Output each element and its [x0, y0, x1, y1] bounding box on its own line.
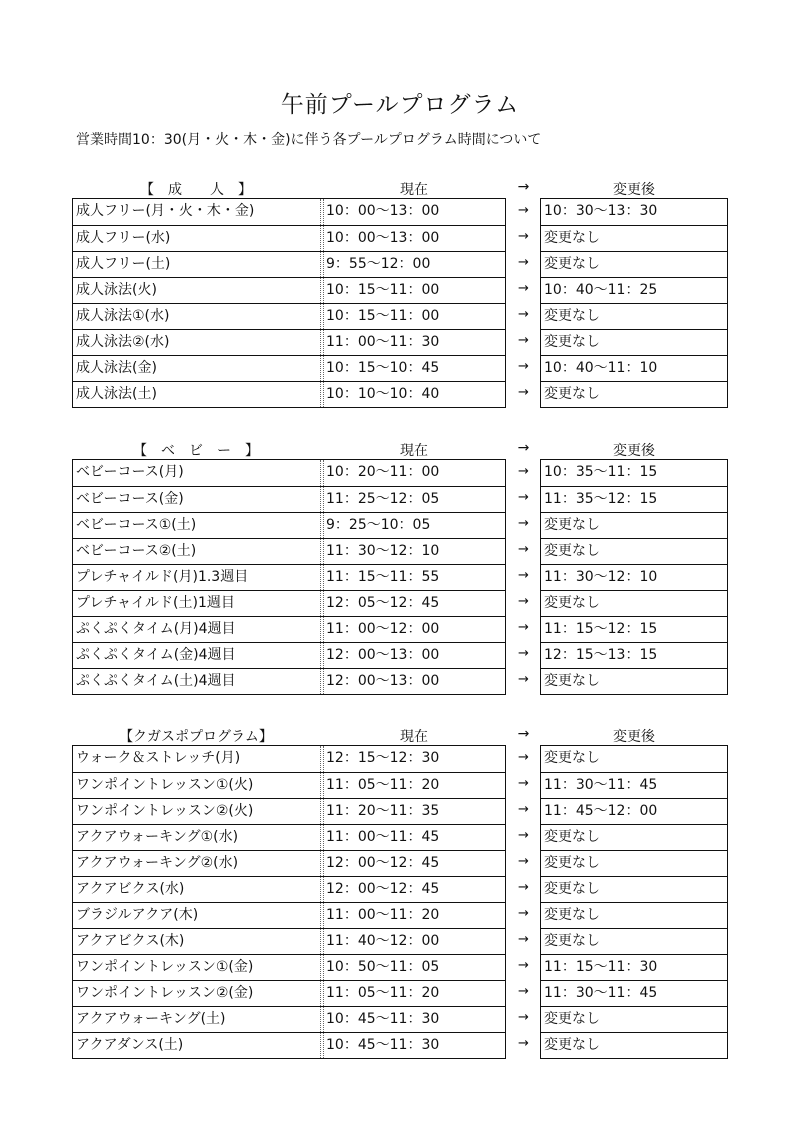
changed-time: 10：35～11：15 — [544, 464, 658, 480]
table-row — [73, 538, 505, 564]
current-time: 12：00～13：00 — [323, 643, 508, 668]
section-header — [0, 437, 800, 459]
program-name: アクアビクス(木) — [73, 929, 321, 954]
arrow-icon: → — [518, 568, 529, 583]
table-row — [541, 954, 727, 980]
changed-time: 変更なし — [544, 1011, 600, 1027]
table-row — [541, 225, 727, 251]
current-time: 9：55～12：00 — [323, 252, 508, 277]
program-name: ベビーコース(金) — [73, 487, 321, 512]
changed-time: 変更なし — [544, 750, 600, 766]
current-time: 10：45～11：30 — [323, 1033, 508, 1058]
table-row — [541, 876, 727, 902]
table-row — [73, 824, 505, 850]
changed-time: 11：30～12：10 — [544, 569, 658, 585]
current-time: 11：15～11：55 — [323, 565, 508, 590]
section-header — [0, 176, 800, 198]
changed-time: 変更なし — [544, 1037, 600, 1053]
arrow-icon: → — [518, 281, 529, 296]
table-row — [541, 512, 727, 538]
changed-time: 変更なし — [544, 855, 600, 871]
current-time: 10：10～10：40 — [323, 382, 508, 407]
table-row — [73, 1006, 505, 1032]
program-name: 成人泳法①(水) — [73, 304, 321, 329]
arrow-icon: → — [518, 542, 529, 557]
table-row — [541, 746, 727, 772]
arrow-icon: → — [518, 854, 529, 869]
current-time: 10：15～11：00 — [323, 304, 508, 329]
changed-time: 11：35～12：15 — [544, 491, 658, 507]
table-row — [73, 512, 505, 538]
changed-time: 変更なし — [544, 829, 600, 845]
changed-time: 11：30～11：45 — [544, 777, 658, 793]
table-row — [73, 564, 505, 590]
page-subtitle: 営業時間10：30(月・火・木・金)に伴う各プールプログラム時間について — [76, 132, 542, 148]
arrow-column-header: → — [517, 440, 530, 456]
arrow-icon: → — [518, 646, 529, 661]
changed-time: 変更なし — [544, 334, 600, 350]
program-name: 成人泳法(土) — [73, 382, 321, 407]
changed-time: 11：45～12：00 — [544, 803, 658, 819]
changed-time: 11：15～11：30 — [544, 959, 658, 975]
arrow-icon: → — [518, 594, 529, 609]
changed-time: 変更なし — [544, 881, 600, 897]
arrow-icon: → — [518, 333, 529, 348]
table-row — [541, 329, 727, 355]
table-row — [541, 772, 727, 798]
table-row — [541, 486, 727, 512]
program-name: ワンポイントレッスン①(金) — [73, 955, 321, 980]
changed-time: 変更なし — [544, 308, 600, 324]
table-row — [541, 928, 727, 954]
arrow-icon: → — [518, 932, 529, 947]
current-time: 11：40～12：00 — [323, 929, 508, 954]
table-row — [73, 460, 505, 486]
table-row — [73, 1032, 505, 1058]
program-name: ワンポイントレッスン①(火) — [73, 773, 321, 798]
section-title: 【 成 人 】 — [140, 182, 252, 198]
changed-time: 変更なし — [544, 933, 600, 949]
table-row — [73, 486, 505, 512]
table-row — [73, 225, 505, 251]
table-row — [73, 746, 505, 772]
page-title: 午前プールプログラム — [280, 92, 520, 118]
program-name: ぷくぷくタイム(金)4週目 — [73, 643, 321, 668]
arrow-icon: → — [518, 255, 529, 270]
current-time: 11：25～12：05 — [323, 487, 508, 512]
arrow-icon: → — [518, 385, 529, 400]
arrow-icon: → — [518, 776, 529, 791]
arrow-icon: → — [518, 802, 529, 817]
arrow-icon: → — [518, 620, 529, 635]
table-row — [73, 642, 505, 668]
current-time: 11：00～11：20 — [323, 903, 508, 928]
table-row — [73, 928, 505, 954]
current-time: 10：00～13：00 — [323, 226, 508, 251]
arrow-icon: → — [518, 359, 529, 374]
table-row — [541, 616, 727, 642]
table-row — [73, 303, 505, 329]
current-time: 10：00～13：00 — [323, 199, 508, 225]
arrow-column — [507, 198, 540, 406]
program-name: 成人泳法(金) — [73, 356, 321, 381]
table-row — [541, 642, 727, 668]
after-column-header: 変更後 — [613, 443, 655, 459]
current-time: 12：00～13：00 — [323, 669, 508, 694]
program-name: ぷくぷくタイム(土)4週目 — [73, 669, 321, 694]
current-time: 12：15～12：30 — [323, 746, 508, 772]
current-time: 10：15～11：00 — [323, 278, 508, 303]
current-time: 12：00～12：45 — [323, 851, 508, 876]
section-header — [0, 723, 800, 745]
changed-time: 10：40～11：25 — [544, 282, 658, 298]
arrow-column — [507, 459, 540, 693]
table-row — [541, 381, 727, 407]
program-name: ベビーコース①(土) — [73, 513, 321, 538]
changed-time: 変更なし — [544, 595, 600, 611]
table-row — [73, 251, 505, 277]
arrow-column-header: → — [517, 179, 530, 195]
current-time: 10：20～11：00 — [323, 460, 508, 486]
arrow-icon: → — [518, 1036, 529, 1051]
current-column-header: 現在 — [400, 729, 428, 745]
changed-time: 11：15～12：15 — [544, 621, 658, 637]
table-row — [73, 902, 505, 928]
program-name: ブラジルアクア(木) — [73, 903, 321, 928]
changed-time: 変更なし — [544, 543, 600, 559]
arrow-icon: → — [518, 984, 529, 999]
program-name: 成人泳法②(水) — [73, 330, 321, 355]
after-column-header: 変更後 — [613, 729, 655, 745]
program-name: ベビーコース②(土) — [73, 539, 321, 564]
program-name: ウォーク＆ストレッチ(月) — [73, 746, 321, 772]
program-name: 成人泳法(火) — [73, 278, 321, 303]
program-name: アクアウォーキング②(水) — [73, 851, 321, 876]
table-row — [541, 355, 727, 381]
program-name: アクアダンス(土) — [73, 1033, 321, 1058]
program-name: アクアビクス(水) — [73, 877, 321, 902]
program-name: 成人フリー(月・火・木・金) — [73, 199, 321, 225]
table-row — [541, 251, 727, 277]
changed-time: 変更なし — [544, 907, 600, 923]
program-name: ベビーコース(月) — [73, 460, 321, 486]
program-name: 成人フリー(水) — [73, 226, 321, 251]
arrow-icon: → — [518, 880, 529, 895]
arrow-icon: → — [518, 1010, 529, 1025]
program-name: ワンポイントレッスン②(火) — [73, 799, 321, 824]
arrow-icon: → — [518, 203, 529, 218]
table-row — [73, 954, 505, 980]
table-row — [541, 303, 727, 329]
table-row — [541, 590, 727, 616]
arrow-column — [507, 745, 540, 1057]
program-name: プレチャイルド(月)1.3週目 — [73, 565, 321, 590]
changed-time: 11：30～11：45 — [544, 985, 658, 1001]
arrow-column-header: → — [517, 726, 530, 742]
table-row — [541, 538, 727, 564]
arrow-icon: → — [518, 229, 529, 244]
arrow-icon: → — [518, 672, 529, 687]
table-row — [541, 850, 727, 876]
arrow-icon: → — [518, 828, 529, 843]
current-time: 10：50～11：05 — [323, 955, 508, 980]
arrow-icon: → — [518, 464, 529, 479]
current-time: 12：00～12：45 — [323, 877, 508, 902]
program-table — [72, 745, 506, 1059]
arrow-icon: → — [518, 750, 529, 765]
table-row — [541, 902, 727, 928]
program-name: アクアウォーキング①(水) — [73, 825, 321, 850]
changed-time: 変更なし — [544, 230, 600, 246]
table-row — [73, 355, 505, 381]
after-column-header: 変更後 — [613, 182, 655, 198]
table-row — [541, 1032, 727, 1058]
current-time: 11：00～12：00 — [323, 617, 508, 642]
table-row — [73, 980, 505, 1006]
arrow-icon: → — [518, 516, 529, 531]
table-row — [73, 381, 505, 407]
current-time: 11：00～11：30 — [323, 330, 508, 355]
table-row — [73, 199, 505, 225]
current-time: 11：05～11：20 — [323, 773, 508, 798]
current-time: 12：05～12：45 — [323, 591, 508, 616]
current-time: 11：30～12：10 — [323, 539, 508, 564]
table-row — [73, 668, 505, 694]
current-time: 11：00～11：45 — [323, 825, 508, 850]
table-row — [541, 824, 727, 850]
changed-time: 12：15～13：15 — [544, 647, 658, 663]
table-row — [541, 798, 727, 824]
program-table — [72, 198, 506, 408]
changed-time: 変更なし — [544, 386, 600, 402]
current-time: 11：05～11：20 — [323, 981, 508, 1006]
table-row — [541, 564, 727, 590]
table-row — [541, 1006, 727, 1032]
changed-time-table — [540, 745, 728, 1059]
changed-time: 変更なし — [544, 673, 600, 689]
program-name: プレチャイルド(土)1週目 — [73, 591, 321, 616]
table-row — [73, 850, 505, 876]
current-time: 10：15～10：45 — [323, 356, 508, 381]
arrow-icon: → — [518, 490, 529, 505]
current-column-header: 現在 — [400, 443, 428, 459]
current-time: 10：45～11：30 — [323, 1007, 508, 1032]
program-name: ワンポイントレッスン②(金) — [73, 981, 321, 1006]
current-time: 11：20～11：35 — [323, 799, 508, 824]
program-name: ぷくぷくタイム(月)4週目 — [73, 617, 321, 642]
changed-time-table — [540, 198, 728, 408]
table-row — [541, 980, 727, 1006]
section-title: 【クガスポプログラム】 — [119, 729, 273, 745]
program-table — [72, 459, 506, 695]
table-row — [73, 876, 505, 902]
changed-time: 変更なし — [544, 517, 600, 533]
table-row — [73, 329, 505, 355]
table-row — [541, 277, 727, 303]
changed-time: 変更なし — [544, 256, 600, 272]
current-column-header: 現在 — [400, 182, 428, 198]
table-row — [541, 199, 727, 225]
table-row — [541, 668, 727, 694]
changed-time-table — [540, 459, 728, 695]
table-row — [73, 798, 505, 824]
program-name: 成人フリー(土) — [73, 252, 321, 277]
table-row — [541, 460, 727, 486]
arrow-icon: → — [518, 307, 529, 322]
changed-time: 10：30～13：30 — [544, 203, 658, 219]
arrow-icon: → — [518, 906, 529, 921]
arrow-icon: → — [518, 958, 529, 973]
table-row — [73, 590, 505, 616]
table-row — [73, 277, 505, 303]
table-row — [73, 616, 505, 642]
table-row — [73, 772, 505, 798]
changed-time: 10：40～11：10 — [544, 360, 658, 376]
section-title: 【 ベ ビ ー 】 — [133, 443, 259, 459]
current-time: 9：25～10：05 — [323, 513, 508, 538]
program-name: アクアウォーキング(土) — [73, 1007, 321, 1032]
